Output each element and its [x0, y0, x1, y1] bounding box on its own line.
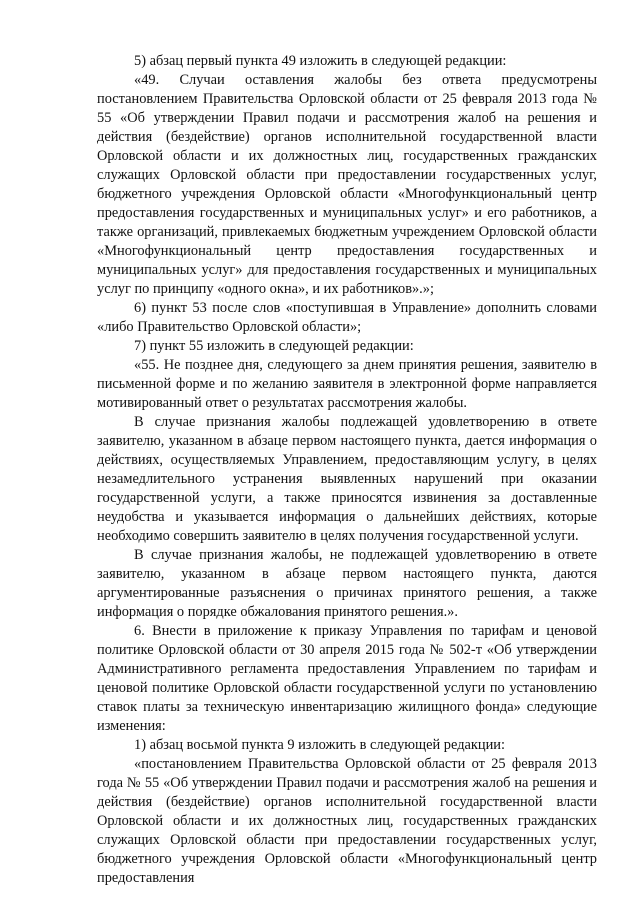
paragraph-item-7: 7) пункт 55 изложить в следующей редакции: — [134, 338, 414, 354]
document-body — [97, 52, 597, 888]
paragraph-section-6: 6. Внести в приложение к приказу Управления по тарифам и ценовой политике Орловской области от 30 апреля 2015 года № 502-т «Об утверждении Административного регламента предоставления Управлением по тарифам и ценовой политике Орловской области государственной услуги по установлению ставок платы за техническую инвентаризацию жилищного фонда» следующие изменения: — [97, 623, 597, 734]
paragraph-item-6: 6) пункт 53 после слов «поступившая в Управление» дополнить словами «либо Правительство Орловской области»; — [97, 300, 597, 335]
paragraph-unsatisfied-case: В случае признания жалобы, не подлежащей удовлетворению в ответе заявителю, указанном в абзаце первом настоящего пункта, даются аргументированные разъяснения о причинах принятого решения, а также информация о порядке обжалования принятого решения.». — [97, 547, 597, 620]
paragraph-point-49: «49. Случаи оставления жалобы без ответа предусмотрены постановлением Правительства Орловской области от 25 февраля 2013 года № 55 «Об утверждении Правил подачи и рассмотрения жалоб на решения и действия (бездействие) органов исполнительной государственной власти Орловской области и их должностных лиц, государственных гражданских служащих Орловской области при предоставлении государственных услуг, бюджетного учреждения Орловской области «Многофункциональный центр предоставления государственных и муниципальных услуг» и его работников, а также организаций, привлекаемых бюджетным учреждением Орловской области «Многофункциональный центр предоставления государственных и муниципальных услуг» для предоставления государственных и муниципальных услуг по принципу «одного окна», и их работников».»; — [97, 72, 597, 297]
paragraph-satisfied-case: В случае признания жалобы подлежащей удовлетворению в ответе заявителю, указанном в абзаце первом настоящего пункта, дается информация о действиях, осуществляемых Управлением, предоставляющим услугу, в целях незамедлительного устранения выявленных нарушений при оказании государственной услуги, а также приносятся извинения за доставленные неудобства и указывается информация о дальнейших действиях, которые необходимо совершить заявителю в целях получения государственной услуги. — [97, 414, 597, 544]
paragraph-item-1: 1) абзац восьмой пункта 9 изложить в следующей редакции: — [134, 737, 505, 753]
paragraph-item-5: 5) абзац первый пункта 49 изложить в следующей редакции: — [134, 53, 507, 69]
paragraph-resolution-quote: «постановлением Правительства Орловской области от 25 февраля 2013 года № 55 «Об утверждении Правил подачи и рассмотрения жалоб на решения и действия (бездействие) органов исполнительной государственной власти Орловской области и их должностных лиц, государственных гражданских служащих Орловской области при предоставлении государственных услуг, бюджетного учреждения Орловской области «Многофункциональный центр предоставления — [97, 756, 597, 886]
paragraph-point-55: «55. Не позднее дня, следующего за днем принятия решения, заявителю в письменной форме и по желанию заявителя в электронной форме направляется мотивированный ответ о результатах рассмотрения жалобы. — [97, 357, 597, 411]
